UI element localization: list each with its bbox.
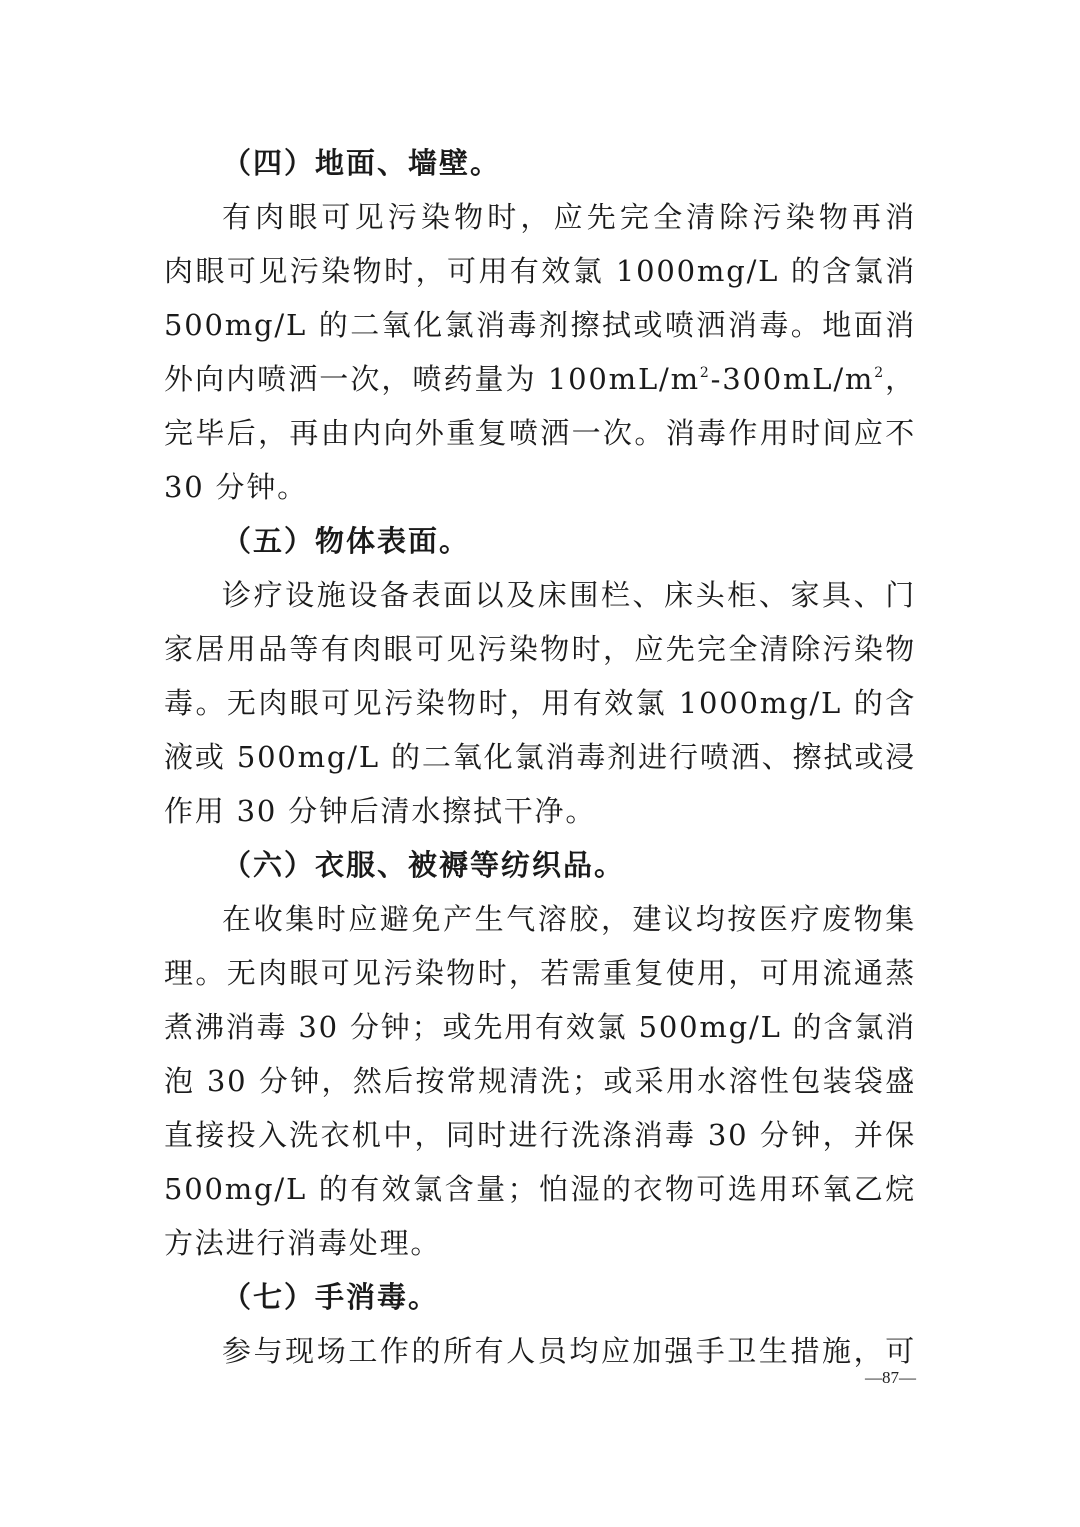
superscript: 2 xyxy=(699,365,711,381)
paragraph-line: 肉眼可见污染物时，可用有效氯 1000mg/L 的含氯消 xyxy=(164,254,916,288)
paragraph-line: 30 分钟。 xyxy=(164,470,308,504)
paragraph-line: 直接投入洗衣机中，同时进行洗涤消毒 30 分钟，并保 xyxy=(164,1118,916,1152)
paragraph-line: 家居用品等有肉眼可见污染物时，应先完全清除污染物 xyxy=(164,632,916,666)
paragraph-line: 诊疗设施设备表面以及床围栏、床头柜、家具、门 xyxy=(222,578,916,612)
page-number: —87— xyxy=(865,1368,916,1387)
superscript: 2 xyxy=(874,365,885,381)
paragraph-line: 煮沸消毒 30 分钟；或先用有效氯 500mg/L 的含氯消 xyxy=(164,1010,916,1044)
paragraph-line: 完毕后，再由内向外重复喷洒一次。消毒作用时间应不 xyxy=(164,416,916,450)
paragraph-line: 500mg/L 的二氧化氯消毒剂擦拭或喷洒消毒。地面消 xyxy=(164,308,916,342)
section-heading-5: （五）物体表面。 xyxy=(222,524,471,558)
paragraph-line: 理。无肉眼可见污染物时，若需重复使用，可用流通蒸 xyxy=(164,956,916,990)
paragraph-line: 方法进行消毒处理。 xyxy=(164,1226,442,1260)
section-heading-7: （七）手消毒。 xyxy=(222,1280,440,1314)
document-page xyxy=(164,136,916,1378)
paragraph-line: 有肉眼可见污染物时，应先完全清除污染物再消 xyxy=(222,200,916,234)
paragraph-line: 毒。无肉眼可见污染物时，用有效氯 1000mg/L 的含 xyxy=(164,686,916,720)
paragraph-line: 作用 30 分钟后清水擦拭干净。 xyxy=(164,794,597,828)
paragraph-line: 500mg/L 的有效氯含量；怕湿的衣物可选用环氧乙烷 xyxy=(164,1172,916,1206)
paragraph-line-with-units: 外向内喷洒一次，喷药量为 $100mL/m^2-300mL/m^2$， xyxy=(164,362,916,396)
section-heading-6: （六）衣服、被褥等纺织品。 xyxy=(222,848,626,882)
paragraph-line: 参与现场工作的所有人员均应加强手卫生措施，可 xyxy=(222,1334,916,1368)
paragraph-line: 泡 30 分钟，然后按常规清洗；或采用水溶性包装袋盛 xyxy=(164,1064,916,1098)
section-heading-4: （四）地面、墙壁。 xyxy=(222,146,502,180)
paragraph-line: 液或 500mg/L 的二氧化氯消毒剂进行喷洒、擦拭或浸 xyxy=(164,740,916,774)
paragraph-line: 在收集时应避免产生气溶胶，建议均按医疗废物集 xyxy=(222,902,916,936)
